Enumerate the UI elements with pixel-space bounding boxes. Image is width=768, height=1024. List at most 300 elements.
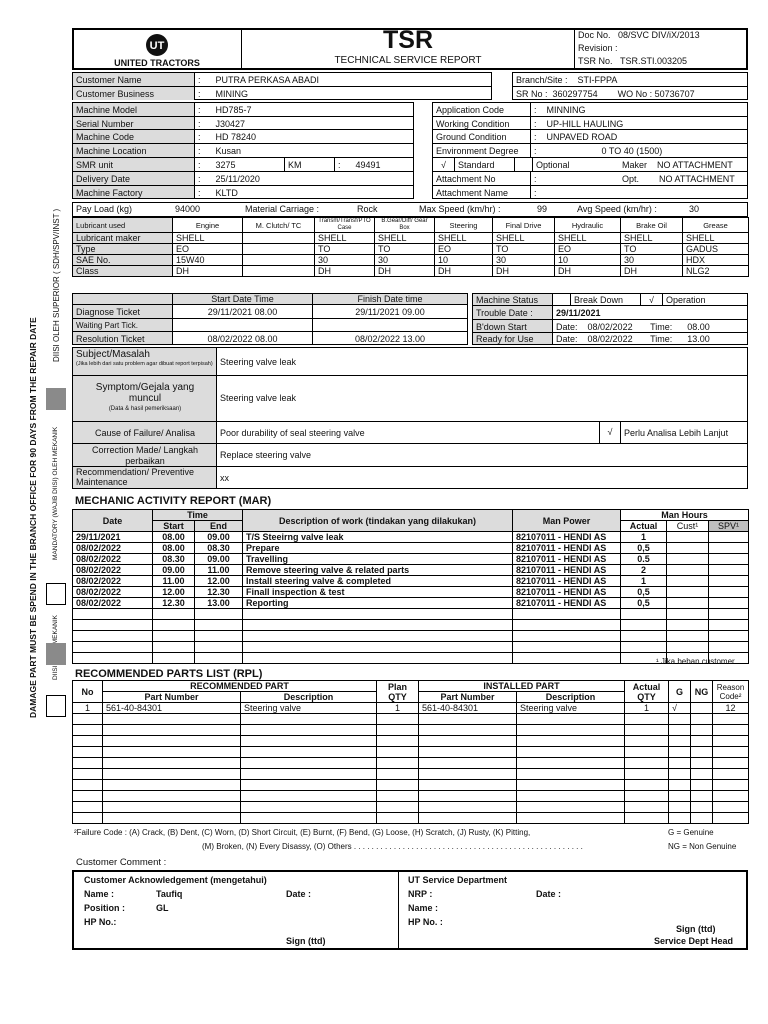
serial-label: Serial Number [73, 117, 195, 130]
subject-note: (Jika lebih dari satu problem agar dibuat report terpisah) [76, 361, 213, 367]
mar-empty-cell [243, 653, 513, 664]
rpl-empty-cell [625, 714, 669, 725]
res-finish: 08/02/2022 13.00 [354, 334, 426, 344]
mar-empty-cell [667, 576, 709, 587]
lub-cell: GADUS [683, 244, 749, 255]
lub-cell: DH [555, 266, 621, 277]
mar-empty-cell [153, 609, 195, 620]
material-label: Material Carriage : [245, 204, 320, 214]
rpl-empty-cell [241, 791, 377, 802]
rpl-empty-cell [691, 725, 713, 736]
doc-no: 08/SVC DIV/iX/2013 [618, 30, 700, 40]
ack-hp-label: HP No.: [84, 917, 117, 927]
rpl-empty-cell [419, 747, 517, 758]
rpl-reason: 12 [713, 703, 749, 714]
att-name: : [534, 188, 537, 198]
rpl-empty-cell [517, 791, 625, 802]
rpl-empty-cell [419, 791, 517, 802]
lub-row-label: Class [73, 266, 173, 277]
rpl-empty-cell [669, 747, 691, 758]
lub-cell: SHELL [493, 233, 555, 244]
res-start: 08/02/2022 08.00 [173, 332, 313, 344]
mar-actual: 0,5 [621, 543, 667, 554]
mar-empty-cell [513, 609, 621, 620]
svg-text:UT: UT [149, 40, 165, 52]
diag-finish: 29/11/2021 09.00 [313, 305, 467, 319]
factory: : KLTD [198, 188, 238, 198]
machine-status-box [472, 293, 748, 345]
cause-row [73, 422, 747, 444]
mar-man: 82107011 - HENDI AS [513, 587, 621, 598]
rpl-empty-cell [625, 736, 669, 747]
lub-cell: DH [375, 266, 435, 277]
mar-date: 08/02/2022 [73, 587, 153, 598]
app: : MINNING [531, 103, 747, 117]
rpl-row [73, 769, 749, 780]
mar-man: 82107011 - HENDI AS [513, 598, 621, 609]
lub-header-cell: Lubricant used [73, 218, 173, 233]
status-label: Machine Status [473, 294, 553, 306]
side-note-damage-part: DAMAGE PART MUST BE SPEND IN THE BRANCH OFFICE FOR 90 DAYS FROM THE REPAIR DATE [28, 317, 38, 718]
lub-cell: SHELL [683, 233, 749, 244]
rpl-empty-cell [241, 725, 377, 736]
breakdown-checkbox[interactable] [553, 294, 571, 306]
lub-cell: TO [621, 244, 683, 255]
rpl-empty-cell [713, 714, 749, 725]
mar-h-spv: SPV¹ [709, 521, 749, 532]
mar-empty-cell [73, 609, 153, 620]
rec-label: Recommendation/ Preventive Maintenance [76, 467, 195, 487]
lub-cell: 30 [315, 255, 375, 266]
mar-man: 82107011 - HENDI AS [513, 576, 621, 587]
rpl-empty-cell [691, 802, 713, 813]
trouble-label: Trouble Date : [473, 306, 553, 320]
env: : 0 TO 40 (1500) [531, 144, 747, 158]
lub-header-cell: M. Clutch/ TC [243, 218, 315, 233]
rpl-empty-cell [625, 813, 669, 824]
non-genuine-note: NG = Non Genuine [668, 842, 737, 851]
rpl-empty-cell [377, 813, 419, 824]
finish-label: Finish Date time [313, 294, 467, 305]
rpl-empty-cell [669, 725, 691, 736]
smr: : 3275 [195, 158, 285, 172]
rpl-empty-cell [419, 780, 517, 791]
rpl-empty-cell [103, 813, 241, 824]
rpl-empty-cell [669, 802, 691, 813]
mar-row [73, 576, 749, 587]
max-speed-label: Max Speed (km/hr) : [419, 204, 501, 214]
mar-empty-cell [153, 631, 195, 642]
mar-end: 12.00 [195, 576, 243, 587]
ack-position: GL [156, 903, 169, 913]
ack-name: Taufiq [156, 889, 183, 899]
rpl-empty-cell [419, 725, 517, 736]
ut-sign: Sign (ttd) [676, 924, 716, 934]
lub-row-label: SAE No. [73, 255, 173, 266]
sr-wo: SR No : 360297754 WO No : 50736707 [516, 89, 695, 99]
rpl-row [73, 791, 749, 802]
mar-desc: Prepare [243, 543, 513, 554]
rpl-empty-cell [669, 736, 691, 747]
mar-table [72, 509, 749, 664]
subject-row [73, 348, 747, 376]
mar-h-man: Man Power [513, 510, 621, 532]
rpl-empty-cell [377, 736, 419, 747]
rpl-empty-cell [241, 813, 377, 824]
tsr-no-label: TSR No. [578, 56, 613, 66]
rpl-empty-cell [73, 813, 103, 824]
rpl-empty-cell [73, 736, 103, 747]
mar-empty-cell [73, 631, 153, 642]
operation-checkbox[interactable]: √ [641, 294, 663, 306]
avg-speed-label: Avg Speed (km/hr) : [577, 204, 657, 214]
ready-label: Ready for Use [473, 333, 553, 344]
material: Rock [357, 204, 378, 214]
rpl-h-inst: INSTALLED PART [419, 681, 625, 692]
ut-hp-label: HP No. : [408, 917, 443, 927]
mar-empty-cell [667, 565, 709, 576]
rpl-empty-cell [713, 780, 749, 791]
rpl-empty-cell [419, 758, 517, 769]
rpl-empty-cell [625, 780, 669, 791]
rpl-empty-cell [669, 813, 691, 824]
delivery-label: Delivery Date [73, 172, 195, 186]
rpl-h-plan: Plan QTY [377, 681, 419, 703]
lub-header-cell: Engine [173, 218, 243, 233]
ut-title: UT Service Department [408, 875, 508, 885]
mar-empty-cell [709, 642, 749, 653]
start-label: Start Date Time [173, 294, 313, 305]
trouble-date: 29/11/2021 [553, 306, 747, 320]
mar-empty-cell [195, 631, 243, 642]
cause-checkbox[interactable]: √ [599, 422, 621, 443]
lub-cell: TO [493, 244, 555, 255]
optional-label: Optional [533, 158, 619, 172]
rpl-empty-cell [103, 714, 241, 725]
mar-footnote: ¹ Jika beban customer [656, 657, 735, 666]
rpl-empty-cell [517, 769, 625, 780]
failure-code-line-1: ²Failure Code : (A) Crack, (B) Dent, (C) Worn, (D) Short Circuit, (E) Burnt, (F) Bend, (G) Loose, (H) Scratch, (J) Rusty, (K) Pitting, [74, 828, 531, 837]
rpl-row [73, 736, 749, 747]
mar-empty-cell [667, 587, 709, 598]
ut-nrp-label: NRP : [408, 889, 433, 899]
lub-header-cell: Grease [683, 218, 749, 233]
rpl-empty-cell [103, 736, 241, 747]
rpl-h-part: Part Number [103, 692, 241, 703]
lub-header-cell: Hydraulic [555, 218, 621, 233]
lub-header-cell: B.Gear/Diff/ Gear Box [375, 218, 435, 233]
mar-h-desc: Description of work (tindakan yang dilakukan) [243, 510, 513, 532]
rpl-empty-cell [517, 747, 625, 758]
mar-h-end: End [195, 521, 243, 532]
mar-row [73, 543, 749, 554]
rpl-empty-cell [103, 769, 241, 780]
work: : UP-HILL HAULING [531, 117, 747, 130]
rpl-empty-cell [377, 747, 419, 758]
mar-end: 08.30 [195, 543, 243, 554]
maker: Maker NO ATTACHMENT [619, 158, 747, 172]
gray-marker-box [46, 388, 66, 410]
rpl-empty-cell [103, 780, 241, 791]
env-label: Environment Degree [433, 144, 531, 158]
att-no: : [531, 172, 619, 186]
correction-row [73, 444, 747, 467]
subject: Steering valve leak [220, 357, 297, 367]
standard-label: Standard [455, 158, 515, 172]
doc-no-label: Doc No. [578, 30, 611, 40]
opt: Opt. NO ATTACHMENT [619, 172, 747, 186]
mar-empty-cell [153, 642, 195, 653]
lub-cell: EO [173, 244, 243, 255]
rpl-empty-cell [73, 725, 103, 736]
genuine-note: G = Genuine [668, 828, 714, 837]
km: : 49491 [335, 158, 413, 172]
rpl-empty-cell [377, 769, 419, 780]
rpl-empty-cell [625, 802, 669, 813]
rpl-empty-cell [517, 736, 625, 747]
att-no-label: Attachment No [433, 172, 531, 186]
company-logo-area [72, 28, 242, 70]
mar-start: 08.00 [153, 543, 195, 554]
rpl-no: 1 [73, 703, 103, 714]
mar-empty-cell [195, 653, 243, 664]
mar-start: 12.30 [153, 598, 195, 609]
rpl-empty-cell [669, 758, 691, 769]
rpl-empty-cell [103, 802, 241, 813]
rpl-empty-cell [691, 813, 713, 824]
mar-date: 29/11/2021 [73, 532, 153, 543]
mar-title: MECHANIC ACTIVITY REPORT (MAR) [75, 495, 272, 507]
mar-empty-cell [667, 631, 709, 642]
lub-cell: 30 [621, 255, 683, 266]
mar-actual: 2 [621, 565, 667, 576]
gray-marker-box-2 [46, 643, 66, 665]
mar-empty-cell [709, 587, 749, 598]
app-label: Application Code [433, 103, 531, 117]
mar-row [73, 653, 749, 664]
rpl-empty-cell [377, 780, 419, 791]
correction: Replace steering valve [220, 450, 312, 460]
factory-label: Machine Factory [73, 186, 195, 198]
diag-label: Diagnose Ticket [73, 305, 173, 319]
lub-cell: SHELL [621, 233, 683, 244]
rpl-empty-cell [103, 747, 241, 758]
mar-end: 09.00 [195, 532, 243, 543]
mar-desc: Travelling [243, 554, 513, 565]
rpl-h-actual: Actual QTY [625, 681, 669, 703]
rpl-row [73, 747, 749, 758]
payload-label: Pay Load (kg) [76, 204, 133, 214]
mar-h-date: Date [73, 510, 153, 532]
rpl-empty-cell [713, 769, 749, 780]
mar-empty-cell [153, 620, 195, 631]
location-label: Machine Location [73, 144, 195, 158]
mar-h-start: Start [153, 521, 195, 532]
mar-empty-cell [709, 554, 749, 565]
mar-empty-cell [709, 543, 749, 554]
rpl-part: 561-40-84301 [103, 703, 241, 714]
mar-end: 11.00 [195, 565, 243, 576]
mar-empty-cell [243, 631, 513, 642]
rpl-empty-cell [377, 802, 419, 813]
mar-start: 08.00 [153, 532, 195, 543]
recommendation-row [73, 467, 747, 488]
rpl-h-no: No [73, 681, 103, 703]
bdown-label: B'down Start [473, 320, 553, 333]
mar-row [73, 620, 749, 631]
symptom-row [73, 376, 747, 422]
rpl-row [73, 714, 749, 725]
mar-empty-cell [621, 642, 667, 653]
customer-comment-label: Customer Comment : [76, 857, 167, 868]
ack-frame [72, 870, 748, 950]
standard-checkbox[interactable]: √ [433, 158, 455, 172]
ut-date-label: Date : [536, 889, 562, 899]
rpl-empty-cell [377, 725, 419, 736]
mar-row [73, 631, 749, 642]
mar-start: 11.00 [153, 576, 195, 587]
rpl-actual: 1 [625, 703, 669, 714]
rpl-empty-cell [517, 802, 625, 813]
delivery: : 25/11/2020 [195, 172, 413, 186]
branch: Branch/Site : STI-FPPA [513, 73, 747, 87]
rpl-empty-cell [517, 780, 625, 791]
rpl-empty-cell [625, 747, 669, 758]
mar-empty-cell [709, 620, 749, 631]
cause: Poor durability of seal steering valve [220, 428, 365, 438]
rpl-empty-cell [669, 769, 691, 780]
rpl-empty-cell [419, 736, 517, 747]
customer-business: : MINING [198, 89, 249, 99]
mar-empty-cell [513, 653, 621, 664]
checkbox-marker[interactable] [46, 583, 66, 605]
rpl-empty-cell [713, 725, 749, 736]
rpl-empty-cell [691, 736, 713, 747]
mar-man: 82107011 - HENDI AS [513, 543, 621, 554]
ack-date-label: Date : [286, 889, 312, 899]
mar-empty-cell [667, 598, 709, 609]
rpl-row [73, 725, 749, 736]
rpl-empty-cell [241, 747, 377, 758]
lub-cell: NLG2 [683, 266, 749, 277]
rpl-h-reason: Reason Code² [713, 681, 749, 703]
mar-actual: 1 [621, 532, 667, 543]
mar-desc: Remove steering valve & related parts [243, 565, 513, 576]
mar-h-cust: Cust¹ [667, 521, 709, 532]
rpl-empty-cell [103, 725, 241, 736]
rpl-empty-cell [713, 802, 749, 813]
rpl-h-g: G [669, 681, 691, 703]
mar-h-time: Time [153, 510, 243, 521]
lub-cell: SHELL [375, 233, 435, 244]
ack-name-label: Name : [84, 889, 115, 899]
rpl-empty-cell [419, 813, 517, 824]
mar-actual: 1 [621, 576, 667, 587]
rpl-empty-cell [73, 747, 103, 758]
rpl-empty-cell [419, 714, 517, 725]
machine-box [72, 102, 414, 199]
rpl-empty-cell [419, 769, 517, 780]
lub-cell [243, 233, 315, 244]
lub-row-label: Lubricant maker [73, 233, 173, 244]
rpl-empty-cell [73, 780, 103, 791]
lub-cell: DH [493, 266, 555, 277]
mar-start: 09.00 [153, 565, 195, 576]
ground: : UNPAVED ROAD [531, 130, 747, 144]
lub-cell [243, 244, 315, 255]
branch-box [512, 72, 748, 100]
bdown-start: Date: 08/02/2022 Time: 08.00 [553, 320, 747, 333]
mar-row [73, 532, 749, 543]
mar-date: 08/02/2022 [73, 598, 153, 609]
rpl-idesc: Steering valve [517, 703, 625, 714]
rpl-empty-cell [241, 780, 377, 791]
rpl-empty-cell [377, 758, 419, 769]
lub-header-cell: Brake Oil [621, 218, 683, 233]
mar-empty-cell [667, 532, 709, 543]
mar-desc: Finall inspection & test [243, 587, 513, 598]
mar-empty-cell [195, 609, 243, 620]
code-label: Machine Code [73, 130, 195, 144]
mar-empty-cell [621, 631, 667, 642]
lub-cell [243, 266, 315, 277]
mar-start: 08.30 [153, 554, 195, 565]
rpl-empty-cell [713, 791, 749, 802]
rpl-empty-cell [241, 802, 377, 813]
symptom-label: Symptom/Gejala yang muncul [95, 382, 195, 404]
revision-label: Revision : [578, 43, 618, 53]
mar-date: 08/02/2022 [73, 554, 153, 565]
rpl-desc: Steering valve [241, 703, 377, 714]
correction-label: Correction Made/ Langkah perbaikan [91, 445, 199, 466]
rpl-empty-cell [691, 758, 713, 769]
rpl-ng [691, 703, 713, 714]
rpl-h-idesc: Description [517, 692, 625, 703]
customer-box [72, 72, 492, 100]
lub-header-cell: Final Drive [493, 218, 555, 233]
lub-cell: DH [435, 266, 493, 277]
failure-code-line-2: (M) Broken, (N) Every Disassy, (O) Others . . . . . . . . . . . . . . . . . . . . . . . . . . . . . . . . . . . . . . . . . . . . . . . . . . . . [202, 842, 583, 851]
rpl-empty-cell [73, 769, 103, 780]
application-box [432, 102, 748, 199]
operation-label: Operation [663, 294, 747, 306]
side-note-superior: DIISI OLEH SUPERIOR ( SDH/SPV/INST ) [52, 208, 61, 362]
lub-cell: TO [315, 244, 375, 255]
cause-label: Cause of Failure/ Analisa [94, 428, 196, 438]
rpl-empty-cell [103, 791, 241, 802]
lub-cell: SHELL [173, 233, 243, 244]
rpl-title: RECOMMENDED PARTS LIST (RPL) [75, 668, 263, 680]
rpl-row [73, 780, 749, 791]
optional-checkbox[interactable] [515, 158, 533, 172]
lub-cell: HDX [683, 255, 749, 266]
att-name-label: Attachment Name [433, 186, 531, 198]
mar-date: 08/02/2022 [73, 565, 153, 576]
rpl-empty-cell [517, 725, 625, 736]
ack-title: Customer Acknowledgement (mengetahui) [84, 875, 267, 885]
mar-actual: 0,5 [621, 598, 667, 609]
rpl-empty-cell [517, 758, 625, 769]
mar-empty-cell [667, 543, 709, 554]
mar-empty-cell [243, 620, 513, 631]
smr-label: SMR unit [73, 158, 195, 172]
lub-cell: DH [315, 266, 375, 277]
rpl-h-ng: NG [691, 681, 713, 703]
rpl-empty-cell [73, 791, 103, 802]
symptom-note: (Data & hasil pemeriksaan) [108, 406, 182, 412]
rpl-empty-cell [691, 780, 713, 791]
checkbox-marker-2[interactable] [46, 695, 66, 717]
